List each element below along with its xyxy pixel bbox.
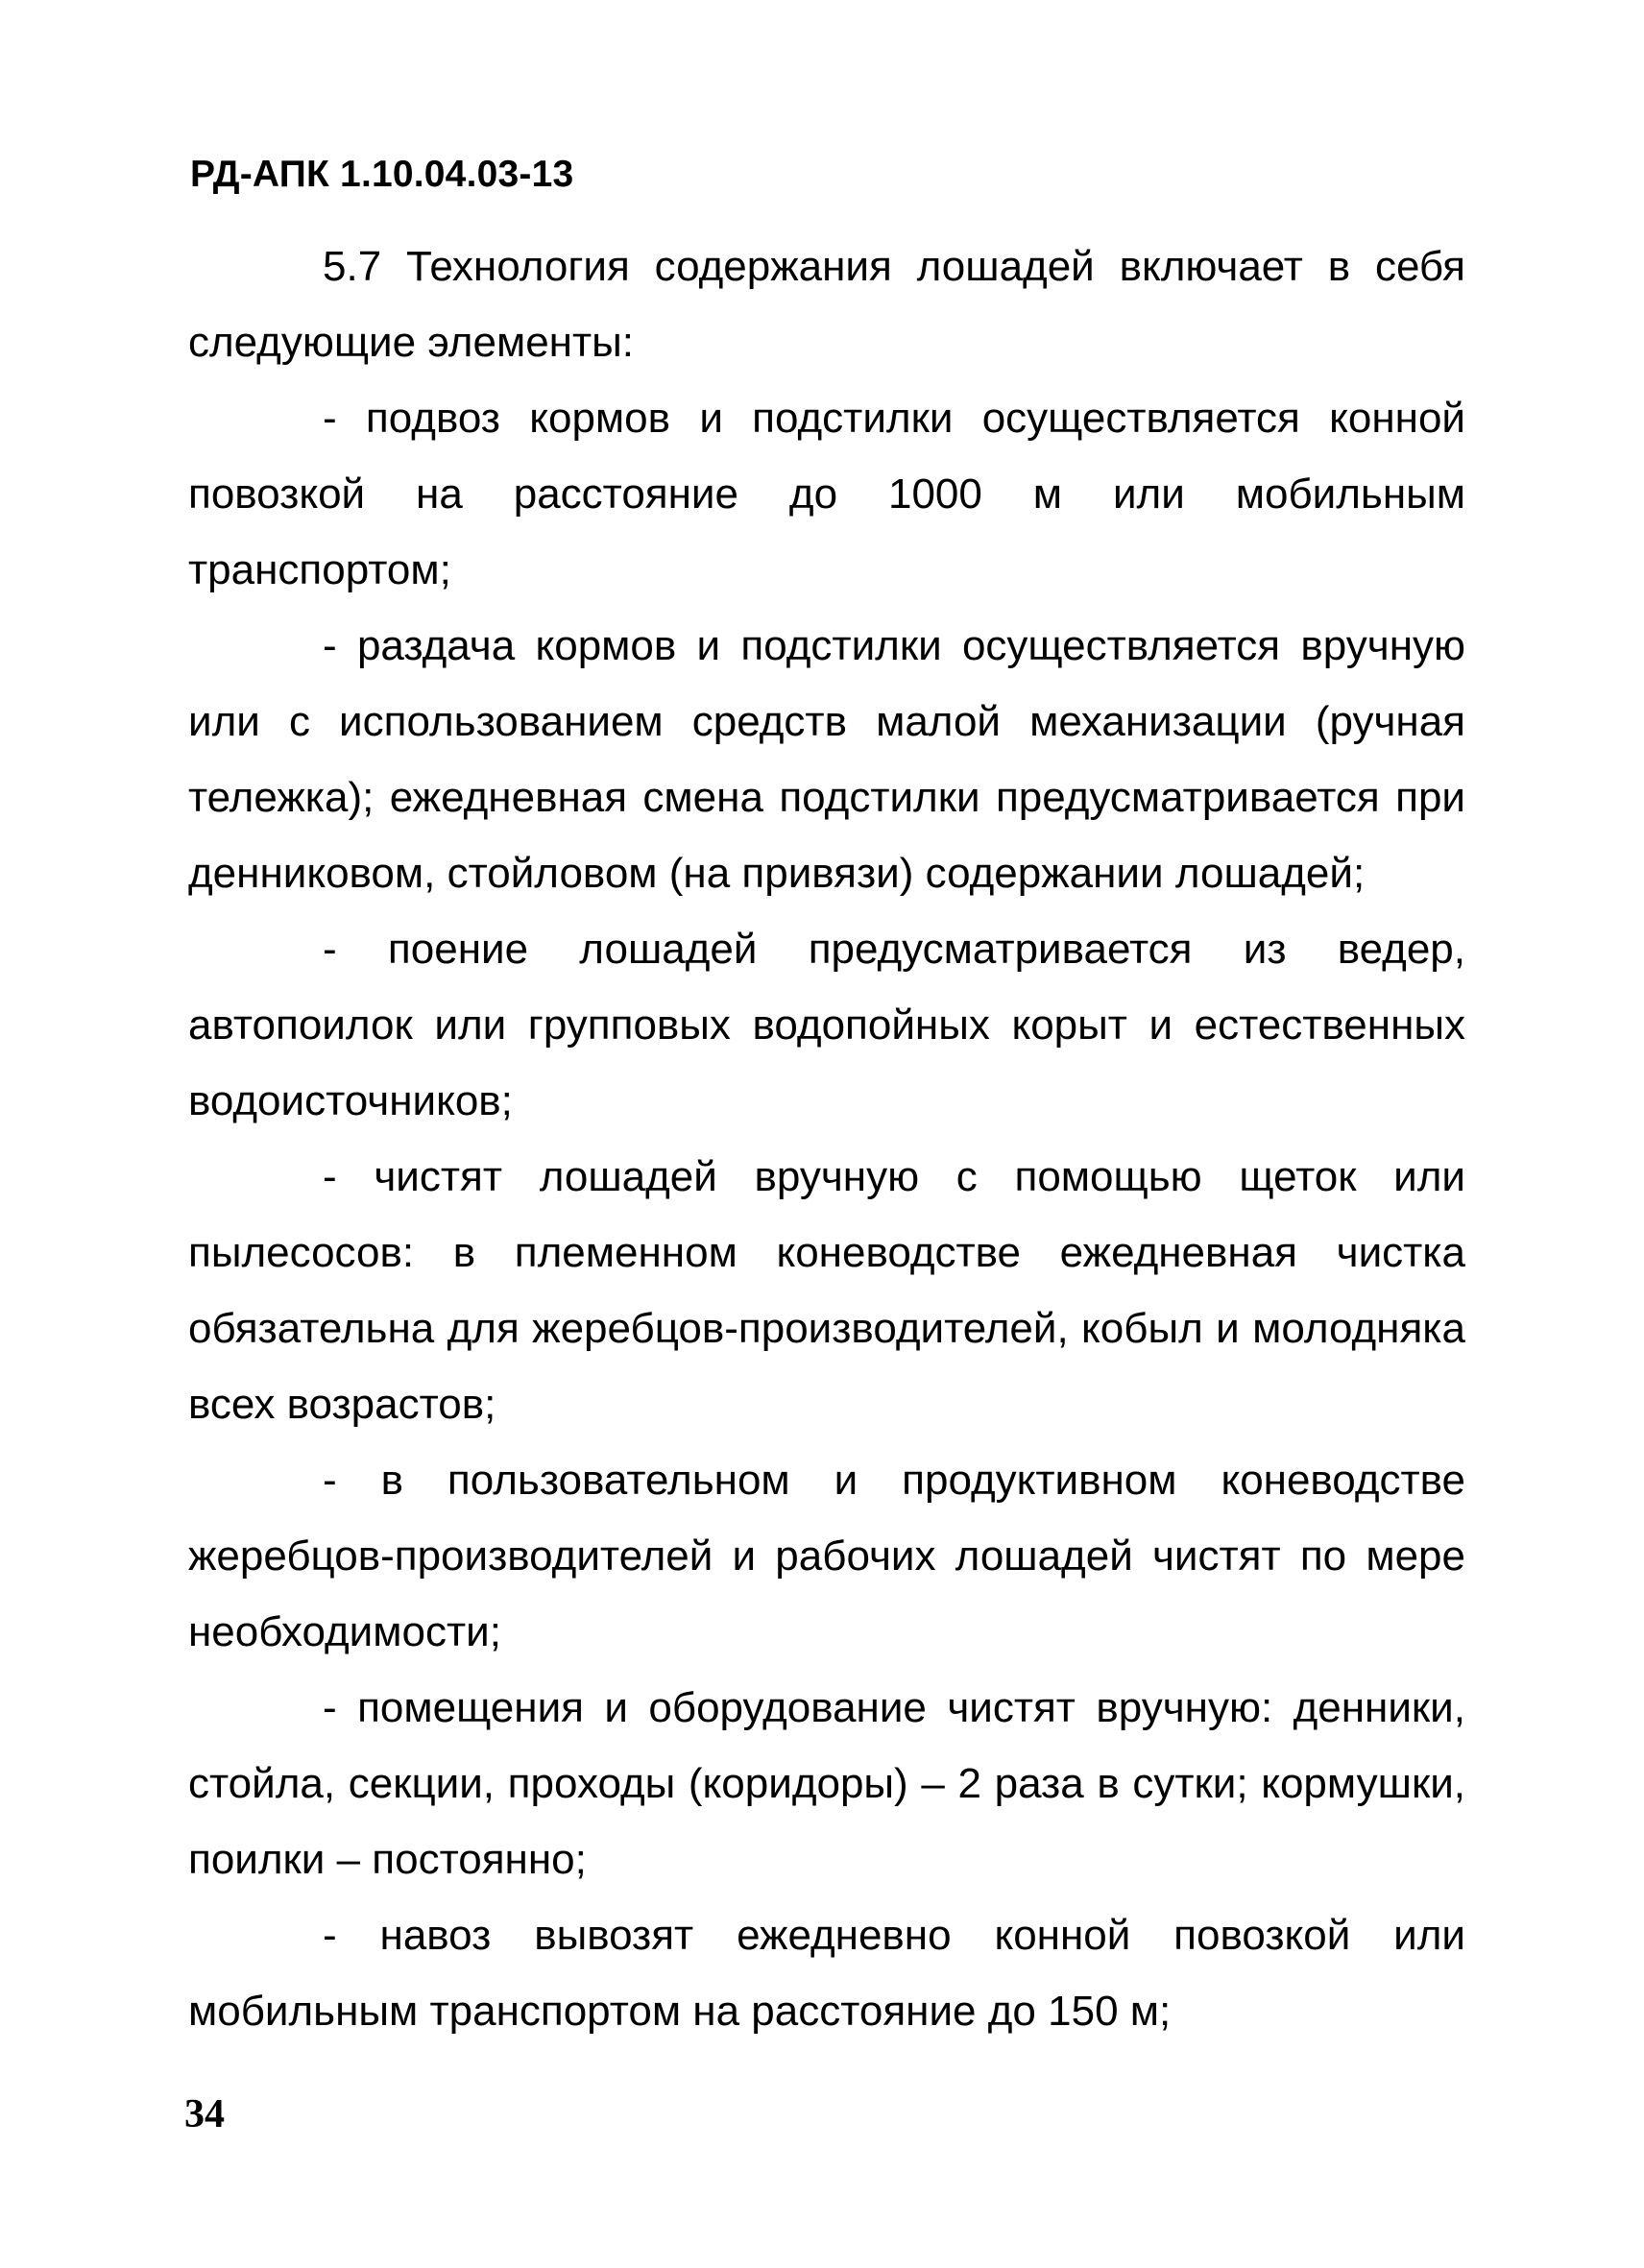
paragraph-feed-distribution: - раздача кормов и подстилки осуществляется вручную или с использованием средств малой механизации (ручная тележка); ежедневная смена подстилки предусматривается при денниковом, стойловом (на привязи) содержании лошадей;	[188, 622, 1465, 897]
paragraph-feed-delivery: - подвоз кормов и подстилки осуществляется конной повозкой на расстояние до 1000 м или мобильным транспортом;	[188, 395, 1465, 593]
page-number: 34	[184, 2092, 225, 2136]
paragraph-5-7-intro: 5.7 Технология содержания лошадей включает в себя следующие элементы:	[188, 243, 1465, 366]
paragraph-grooming: - чистят лошадей вручную с помощью щеток или пылесосов: в племенном коневодстве ежедневная чистка обязательна для жеребцов-производителей, кобыл и молодняка всех возрастов;	[188, 1153, 1465, 1428]
paragraph-premises-cleaning: - помещения и оборудование чистят вручную: денники, стойла, секции, проходы (коридоры) – 2 раза в сутки; кормушки, поилки – постоянно;	[188, 1684, 1465, 1883]
paragraph-watering: - поение лошадей предусматривается из ведер, автопоилок или групповых водопойных корыт и естественных водоисточников;	[188, 926, 1465, 1124]
document-code: РД-АПК 1.10.04.03-13	[190, 154, 574, 195]
paragraph-grooming-productive: - в пользовательном и продуктивном коневодстве жеребцов-производителей и рабочих лошадей чистят по мере необходимости;	[188, 1457, 1465, 1655]
page-body	[188, 229, 1465, 2049]
paragraph-manure-removal: - навоз вывозят ежедневно конной повозкой или мобильным транспортом на расстояние до 150 м;	[188, 1912, 1465, 2035]
